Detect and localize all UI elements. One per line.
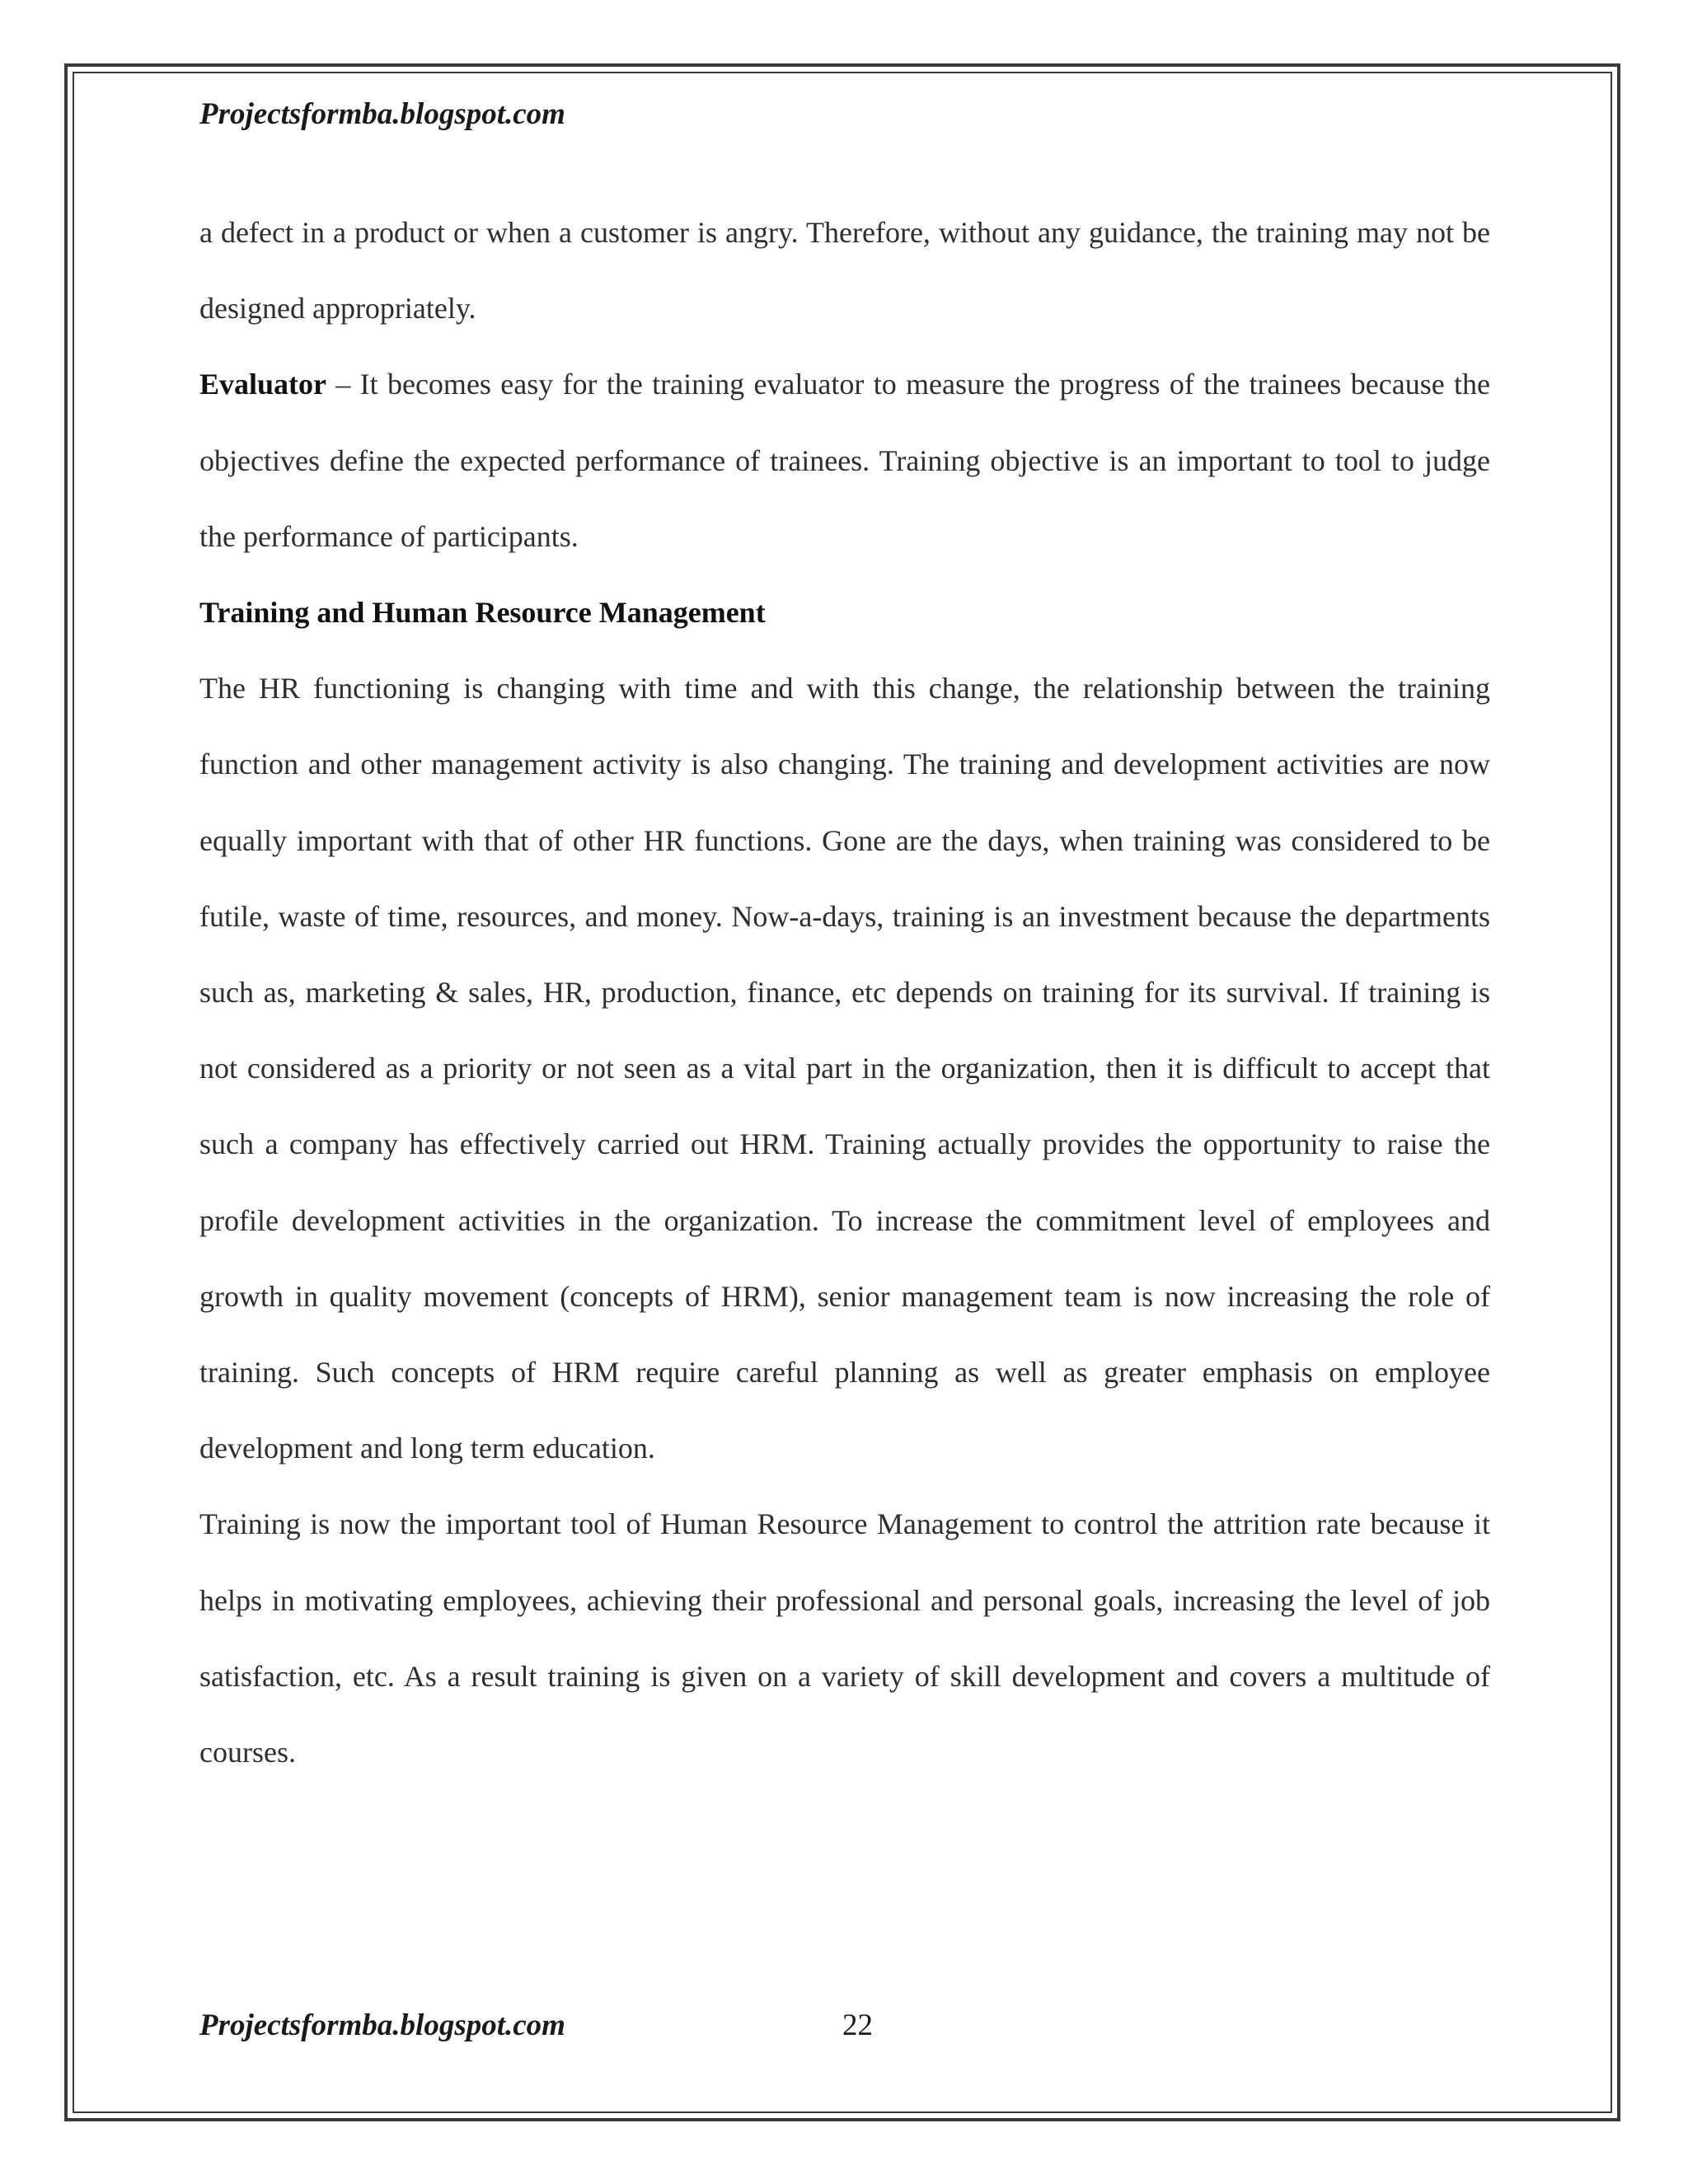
evaluator-term: Evaluator	[199, 368, 327, 401]
footer-site: Projectsformba.blogspot.com	[199, 2008, 565, 2042]
paragraph-1: a defect in a product or when a customer is angry. Therefore, without any guidance, the training may not be designed appropriately.	[199, 216, 1490, 326]
evaluator-text: – It becomes easy for the training evaluator to measure the progress of the trainees because the objectives define the expected performance of trainees. Training objective is an important to tool to judge the performance of participants.	[199, 368, 1490, 553]
paragraph-hr: The HR functioning is changing with time and with this change, the relationship between the training function and other management activity is also changing. The training and development activities are now equally important with that of other HR functions. Gone are the days, when training was considered to be futile, waste of time, resources, and money. Now-a-days, training is an investment because the departments such as, marketing & sales, HR, production, finance, etc depends on training for its survival. If training is not considered as a priority or not seen as a vital part in the organization, then it is difficult to accept that such a company has effectively carried out HRM. Training actually provides the opportunity to raise the profile development activities in the organization. To increase the commitment level of employees and growth in quality movement (concepts of HRM), senior management team is now increasing the role of training. Such concepts of HRM require careful planning as well as greater emphasis on employee development and long term education.	[199, 672, 1490, 1465]
page-content	[199, 194, 1490, 1790]
paragraph-attrition: Training is now the important tool of Human Resource Management to control the attrition rate because it helps in motivating employees, achieving their professional and personal goals, increasing the level of job satisfaction, etc. As a result training is given on a variety of skill development and covers a multitude of courses.	[199, 1507, 1490, 1769]
header-site: Projectsformba.blogspot.com	[199, 97, 565, 131]
paragraph-evaluator	[199, 346, 1490, 574]
section-heading: Training and Human Resource Management	[199, 596, 766, 630]
page-number: 22	[842, 2008, 873, 2042]
